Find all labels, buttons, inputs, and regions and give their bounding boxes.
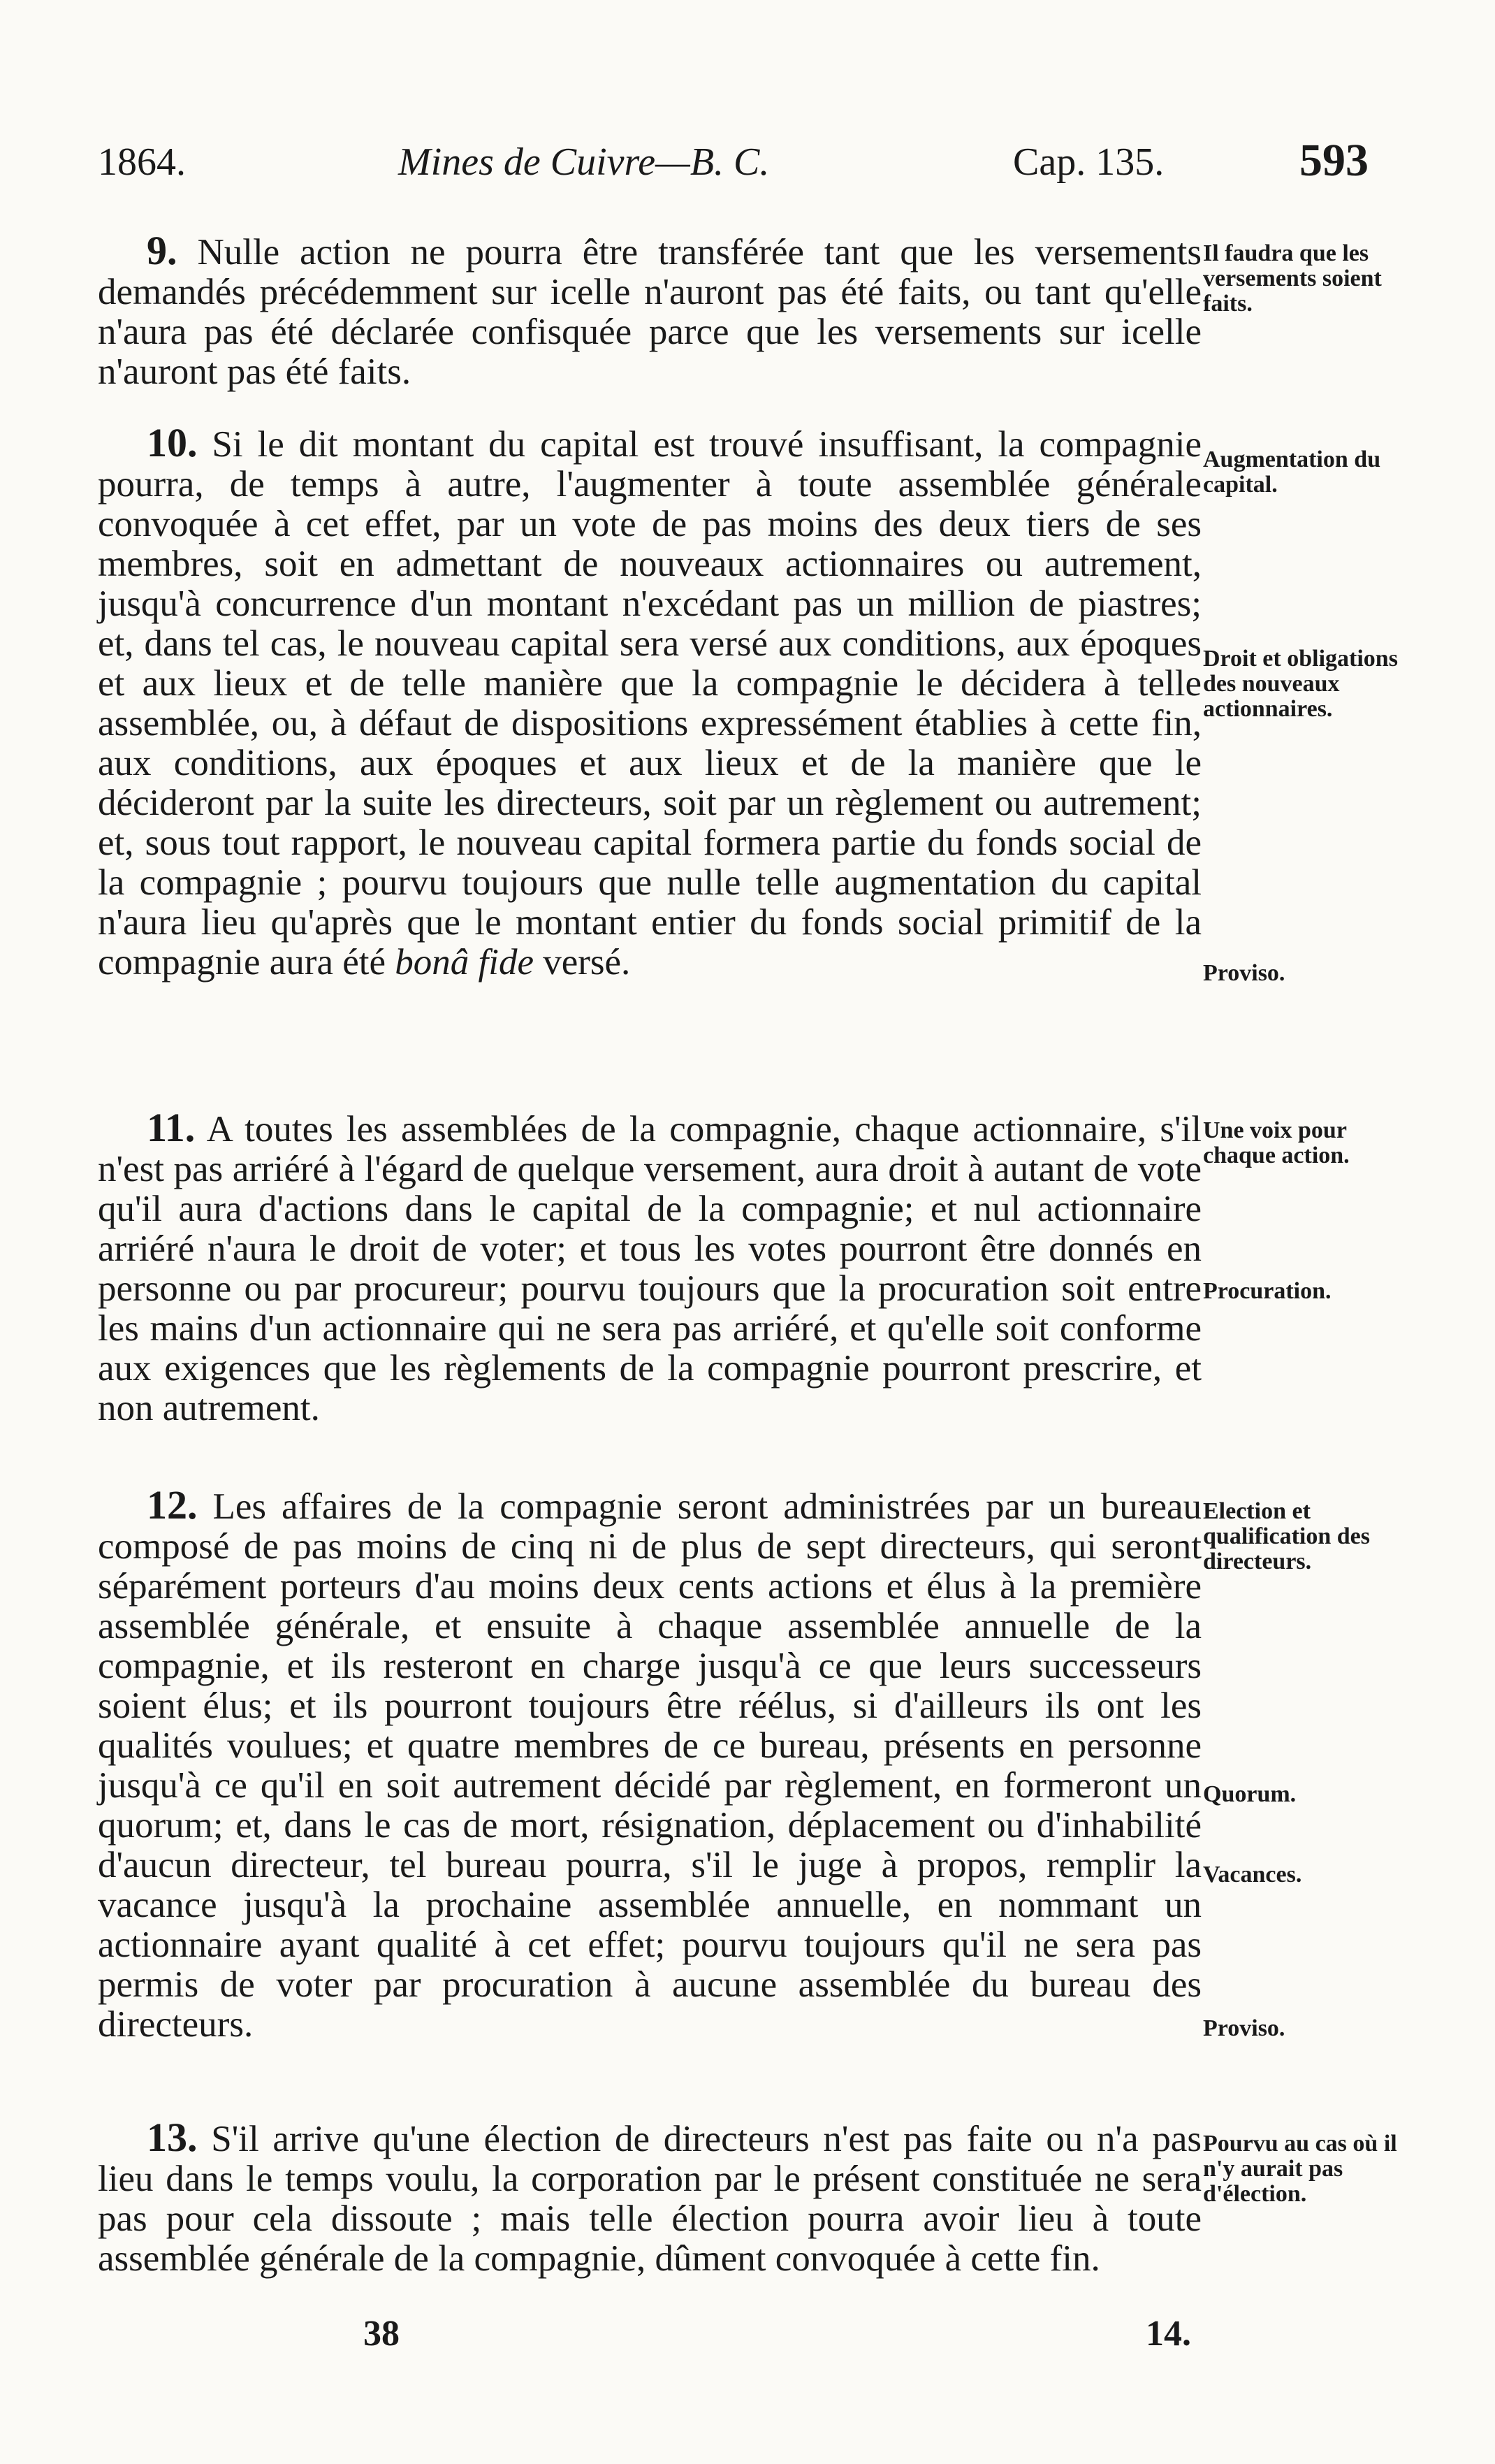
margin-note: Il faudra que les versements soient faits.: [1203, 240, 1382, 317]
header-chapter: Cap. 135.: [1013, 140, 1165, 184]
signature-mark: 38: [363, 2314, 400, 2354]
page-number: 593: [1299, 135, 1369, 186]
margin-note: Election et qualification des directeurs.: [1203, 1498, 1370, 1574]
section-number: 9.: [147, 228, 177, 273]
section-text-end: versé.: [533, 942, 631, 983]
section-text: Nulle action ne pourra être transférée tant que les versements demandés précédemment sur icelle n'auront pas été faits, ou tant qu'elle n'aura pas été déclarée confisquée parce que les versements sur icelle n'auront pas été faits.: [98, 232, 1202, 392]
section-text: Les affaires de la compagnie seront administrées par un bureau composé de pas moins de cinq ni de plus de sept directeurs, qui seront séparément porteurs d'au moins deux cents actions et élus à la première assemblée générale, et ensuite à chaque assemblée annuelle de la compagnie, et ils resteront en charge jusqu'à ce que leurs successeurs soient élus; et ils pourront toujours être réélus, si d'ailleurs ils ont les qualités voulues; et quatre membres de ce bureau, présents en personne jusqu'à ce qu'il en soit autrement décidé par règlement, en formeront un quorum; et, dans le cas de mort, résignation, déplacement ou d'inhabilité d'aucun directeur, tel bureau pourra, s'il le juge à propos, remplir la vacance jusqu'à la prochaine assemblée annuelle, en nommant un actionnaire ayant qualité à cet effet; pourvu toujours qu'il ne sera pas permis de voter par procuration à aucune assemblée du bureau des directeurs.: [98, 1486, 1202, 2045]
catchword: 14.: [1146, 2314, 1191, 2354]
margin-note: Quorum.: [1203, 1781, 1297, 1807]
header-title: Mines de Cuivre—B. C.: [398, 140, 770, 184]
section-9: [98, 228, 1202, 392]
section-13: [98, 2117, 1202, 2279]
section-number: 12.: [147, 1482, 198, 1528]
section-11: [98, 1105, 1202, 1428]
margin-note: Une voix pour chaque action.: [1203, 1117, 1350, 1168]
header-year: 1864.: [98, 140, 186, 184]
section-number: 11.: [147, 1105, 196, 1150]
margin-note: Procuration.: [1203, 1278, 1332, 1304]
section-number: 10.: [147, 420, 198, 465]
section-12: [98, 1482, 1202, 2045]
margin-note: Augmentation du capital.: [1203, 447, 1381, 498]
section-text: S'il arrive qu'une élection de directeurs n'est pas faite ou n'a pas lieu dans le temps voulu, la corporation par le présent constituée ne sera pas pour cela dissoute ; mais telle élection pourra avoir lieu à toute assemblée générale de la compagnie, dûment convoquée à cette fin.: [98, 2119, 1202, 2279]
section-number: 13.: [147, 2115, 198, 2160]
section-10: [98, 420, 1202, 983]
page-footer: [98, 2313, 1202, 2362]
margin-note: Proviso.: [1203, 960, 1285, 986]
running-header: [98, 135, 1369, 196]
section-text: Si le dit montant du capital est trouvé insuffisant, la compagnie pourra, de temps à autre, l'augmenter à toute assemblée générale convoquée à cet effet, par un vote de pas moins des deux tiers de ses membres, soit en admettant de nouveaux actionnaires ou autrement, jusqu'à concurrence d'un montant n'excédant pas un million de piastres; et, dans tel cas, le nouveau capital sera versé aux conditions, aux époques et aux lieux et de telle manière que la compagnie le décidera à telle assemblée, ou, à défaut de dispositions expressément établies à cette fin, aux conditions, aux époques et aux lieux et de la manière que le décideront par la suite les directeurs, soit par un règlement ou autrement; et, sous tout rapport, le nouveau capital formera partie du fonds social de la compagnie ; pourvu toujours que nulle telle augmentation du capital n'aura lieu qu'après que le montant entier du fonds social primitif de la compagnie aura été: [98, 424, 1202, 983]
section-text: A toutes les assemblées de la compagnie, chaque actionnaire, s'il n'est pas arriéré à l'égard de quelque versement, aura droit à autant de vote qu'il aura d'actions dans le capital de la compagnie; et nul actionnaire arriéré n'aura le droit de voter; et tous les votes pourront être donnés en personne ou par procureur; pourvu toujours que la procuration soit entre les mains d'un actionnaire qui ne sera pas arriéré, et qu'elle soit conforme aux exigences que les règlements de la compagnie pourront prescrire, et non autrement.: [98, 1109, 1202, 1428]
margin-note: Droit et obligations des nouveaux actionnaires.: [1203, 646, 1398, 722]
margin-note: Vacances.: [1203, 1862, 1302, 1887]
section-text-italic: bonâ fide: [395, 942, 534, 983]
margin-note: Pourvu au cas où il n'y aurait pas d'élection.: [1203, 2131, 1397, 2207]
margin-note: Proviso.: [1203, 2015, 1285, 2041]
